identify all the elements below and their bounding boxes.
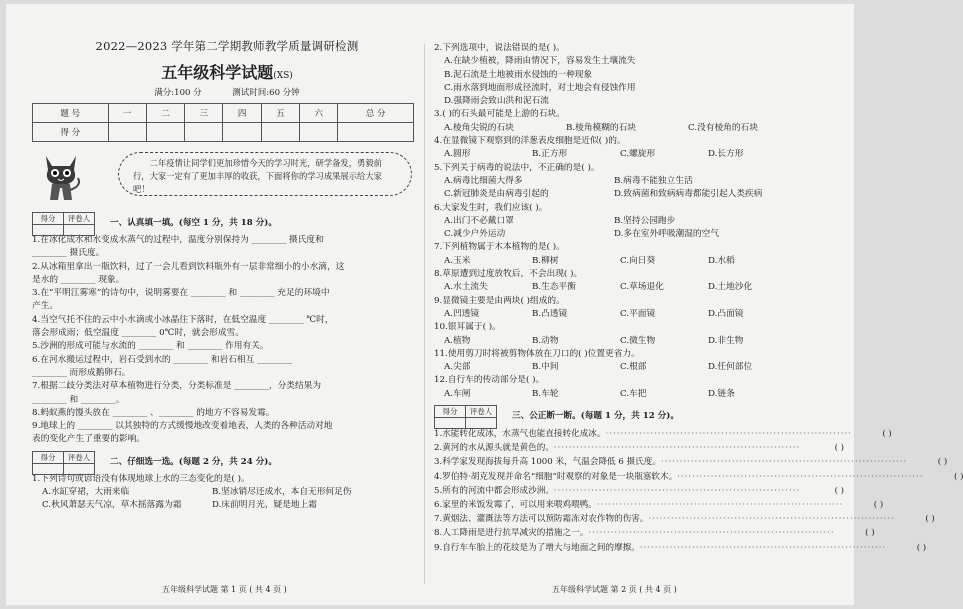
- leader-dots: ··································································: [648, 514, 895, 525]
- question-stem: 3.( )的石头最可能是上游的石块。: [434, 109, 565, 120]
- leader-dots: ··································································: [553, 443, 801, 454]
- option[interactable]: D.多在室外呼吸潮湿的空气: [614, 229, 719, 240]
- section2-title: 二、仔细选一选。(每题 2 分，共 24 分)。: [110, 456, 277, 467]
- section3-title: 三、公正断一断。(每题 1 分，共 12 分)。: [512, 411, 679, 422]
- section1-title: 一、认真填一填。(每空 1 分，共 18 分)。: [110, 218, 277, 228]
- option[interactable]: B.棱角模糊的石块: [566, 122, 636, 133]
- score-cell: 题 号: [33, 104, 109, 123]
- judge-text: 3.科学家发现海拔每升高 1000 米，气温会降低 6 摄氏度。: [434, 457, 661, 468]
- judge-text: 4.罗伯特·胡克发现并命名“细胞”时观察的对象是一块瓶塞软木。: [434, 471, 678, 482]
- judge-text: 2.黄河的水从源头就是黄色的。: [434, 443, 554, 454]
- options-row: [434, 215, 844, 228]
- options-row: [434, 95, 844, 108]
- fill-line: 3.在“平明江雾寒”的诗句中，说明雾要在 ________ 和 ________ 充足的环境中: [32, 288, 330, 299]
- fill-line: 是水的 ________ 现象。: [32, 274, 125, 285]
- score-input-cell[interactable]: [338, 123, 414, 142]
- score-cell: 五: [261, 104, 299, 123]
- option[interactable]: B.坚持公园跑步: [614, 215, 676, 226]
- options-row: [434, 308, 844, 321]
- option[interactable]: A.植物: [444, 335, 471, 346]
- score-meta: [32, 86, 422, 98]
- options-row: [32, 486, 422, 499]
- score-input-cell[interactable]: [146, 123, 184, 142]
- grader-input[interactable]: [435, 418, 466, 429]
- question-stem: 5.下列关于病毒的说法中，不正确的是( )。: [434, 162, 600, 173]
- option[interactable]: C.减少户外运动: [444, 229, 506, 240]
- question-stem: 8.草原遭到过度放牧后，不会出现( )。: [434, 269, 583, 280]
- option[interactable]: D.床前明月光，疑是地上霜: [212, 500, 317, 511]
- score-value-row: [33, 123, 414, 142]
- option[interactable]: D.致病菌和致病病毒都能引起人类疾病: [614, 189, 763, 200]
- grader-input[interactable]: [33, 225, 64, 236]
- grader-label: 评卷人: [466, 406, 497, 418]
- option[interactable]: B.动物: [532, 335, 559, 346]
- option[interactable]: A.圆形: [444, 149, 471, 160]
- options-row: [434, 188, 844, 201]
- question-stem: 7.下列植物属于木本植物的是( )。: [434, 242, 565, 253]
- page-footer-right: 五年级科学试题 第 2 页 ( 共 4 页 ): [552, 585, 677, 594]
- options-row: [434, 122, 844, 135]
- grader-box: [32, 451, 95, 475]
- judge-text: 7.黄烟法、灌溉法等方法可以预防霜冻对农作物的伤害。: [434, 514, 649, 525]
- option[interactable]: C.秋风萧瑟天气凉，草木摇落露为霜: [42, 500, 182, 511]
- question-stem: 2.下列选项中，说法错误的是( )。: [434, 43, 565, 53]
- judge-item: [434, 526, 875, 540]
- leader-dots: ··································································: [677, 471, 924, 482]
- judge-text: 9.自行车车胎上的花纹是为了增大与地面之间的摩擦。: [434, 542, 640, 553]
- section2-head: [32, 451, 422, 473]
- answer-bracket[interactable]: ( ): [925, 514, 935, 525]
- score-cell: 二: [146, 104, 184, 123]
- option[interactable]: C.螺旋形: [620, 149, 656, 160]
- judge-item: [434, 441, 844, 455]
- fill-line: 落会形成雨；低空温度 ________ 0℃时，就会形成雪。: [32, 328, 244, 339]
- options-row: [434, 55, 844, 68]
- judge-item: [434, 512, 935, 526]
- judge-item: [434, 498, 884, 512]
- option[interactable]: C.平面镜: [620, 308, 656, 319]
- leader-dots: ··································································: [660, 457, 908, 468]
- score-cell: 四: [223, 104, 261, 123]
- section2-q1: [32, 473, 422, 513]
- section2-right-questions: [434, 42, 844, 401]
- option[interactable]: B.正方形: [532, 149, 568, 160]
- option[interactable]: A.棱角尖锐的石块: [444, 122, 514, 133]
- section3-list: [434, 427, 963, 555]
- full-marks: 满分:100 分: [154, 88, 202, 98]
- answer-bracket[interactable]: ( ): [865, 528, 875, 539]
- option[interactable]: D.链条: [708, 388, 735, 399]
- section1-head: [32, 212, 422, 234]
- leader-dots: ··································································: [553, 485, 801, 496]
- fill-line: 4.当空气托不住的云中小水滴或小冰晶往下落时，在低空温度 ________ ℃时，: [32, 314, 334, 325]
- options-row: [434, 148, 844, 161]
- option[interactable]: D.凸面镜: [708, 308, 744, 319]
- score-cell: 一: [108, 104, 146, 123]
- grader-label: 得分: [33, 451, 64, 463]
- judge-text: 6.家里的米饭发霉了，可以用来喂鸡喂鸭。: [434, 500, 597, 511]
- option[interactable]: A.病毒比细菌大得多: [444, 175, 523, 186]
- score-input-cell[interactable]: [185, 123, 223, 142]
- score-cell: 总 分: [338, 104, 414, 123]
- fill-line: ________ 而形成鹅卵石。: [32, 367, 131, 378]
- leader-dots: ··································································: [588, 528, 835, 539]
- options-row: [434, 82, 844, 95]
- exam-title: [32, 60, 422, 83]
- score-header-row: [33, 104, 414, 123]
- fill-line: 1.在冰化成水和水变成水蒸气的过程中，温度分别保持为 ________ 摄氏度和: [32, 235, 324, 245]
- option[interactable]: D.非生物: [708, 335, 744, 346]
- answer-bracket[interactable]: ( ): [834, 485, 844, 496]
- score-input-cell[interactable]: [300, 123, 338, 142]
- question-stem: 4.在显微镜下观察到的洋葱表皮细胞是近似( )的。: [434, 136, 626, 147]
- option[interactable]: C.雨水落到地面形成径流时，对土地会有侵蚀作用: [444, 82, 636, 93]
- options-row: [434, 388, 844, 401]
- option[interactable]: C.向日葵: [620, 255, 656, 266]
- fill-line: 9.地球上的 ________ 以其独特的方式缓慢地改变着地表，人类的各种活动对地: [32, 421, 333, 432]
- left-page: [32, 4, 422, 605]
- grader-input[interactable]: [466, 418, 497, 429]
- option[interactable]: B.凸透镜: [532, 308, 568, 319]
- question-stem: 1.下列诗句或谚语没有体现地球上水的三态变化的是( )。: [32, 473, 250, 484]
- fill-line: 7.根据二歧分类法对草本植物进行分类，分类标准是 ________，分类结果为: [32, 381, 322, 392]
- option[interactable]: B.柳树: [532, 255, 559, 266]
- fill-line: 6.在河水搬运过程中，岩石受到水的 ________ 和岩石相互 ________: [32, 354, 292, 365]
- answer-bracket[interactable]: ( ): [954, 471, 963, 482]
- options-row: [434, 361, 844, 374]
- grader-box: [434, 405, 497, 429]
- score-input-cell[interactable]: [261, 123, 299, 142]
- option[interactable]: C.根部: [620, 362, 647, 373]
- option[interactable]: A.水土流失: [444, 282, 488, 293]
- judge-text: 5.所有的河流中都会形成沙洲。: [434, 485, 554, 496]
- grader-input[interactable]: [64, 225, 95, 236]
- exam-header: 2022—2023 学年第二学期教师教学质量调研检测: [95, 39, 359, 53]
- judge-item: [434, 470, 963, 484]
- option[interactable]: A.尖部: [444, 362, 471, 373]
- page-fold: [424, 44, 425, 584]
- options-row: [434, 281, 844, 294]
- section3-head: [434, 405, 844, 427]
- options-row: [434, 335, 844, 348]
- option[interactable]: A.凹透镜: [444, 308, 480, 319]
- fill-line: 表的变化产生了重要的影响。: [32, 434, 145, 445]
- option[interactable]: B.坚冰销尽还成水，本自无形何足伤: [212, 487, 352, 498]
- option[interactable]: D.强降雨会致山洪和泥石流: [444, 96, 549, 107]
- fill-line: 5.沙洲的形成可能与水流的 ________ 和 ________ 作用有关。: [32, 341, 269, 352]
- intro-bubble: 二年疫情让同学们更加珍惜今天的学习时光，研学备发，勇毅前行，大家一定有了更加丰厚的收获，下面将你的学习成果展示给大家吧！: [118, 152, 412, 196]
- option[interactable]: A.出门不必戴口罩: [444, 215, 514, 226]
- answer-bracket[interactable]: ( ): [916, 542, 927, 553]
- fill-line: 8.蚂蚁燕的馒头放在 ________ 、________ 的地方不容易发霉。: [32, 407, 275, 418]
- answer-bracket[interactable]: ( ): [834, 443, 844, 454]
- grader-input[interactable]: [33, 463, 64, 474]
- option[interactable]: D.水稻: [708, 255, 735, 266]
- score-cell: 六: [300, 104, 338, 123]
- option[interactable]: D.任何部位: [708, 362, 753, 373]
- judge-text: 1.水能转化成冰，水蒸气也能直接转化成冰。: [434, 429, 606, 440]
- leader-dots: ··································································: [596, 500, 844, 511]
- question-stem: 10.银耳属于( )。: [434, 322, 501, 333]
- judge-text: 8.人工降雨是进行抗旱减灾的措施之一。: [434, 528, 589, 539]
- option[interactable]: B.泥石流是土地被雨水侵蚀的一种现象: [444, 69, 593, 80]
- grader-box: [32, 212, 95, 236]
- judge-item: [434, 484, 844, 498]
- fill-line: 2.从冰箱里拿出一瓶饮料，过了一会儿看到饮料瓶外有一层非常细小的小水滴，这: [32, 261, 345, 272]
- option[interactable]: A.车闸: [444, 388, 471, 399]
- options-row: [32, 499, 422, 512]
- score-input-cell[interactable]: [108, 123, 146, 142]
- leader-dots: ··································································: [639, 542, 887, 553]
- option[interactable]: D.长方形: [708, 149, 744, 160]
- section1-questions: [32, 234, 422, 447]
- exam-sheet: [6, 4, 963, 605]
- leader-dots: ··································································: [605, 429, 852, 440]
- right-page: [434, 4, 963, 605]
- question-stem: 6.大家发生时，我们应该( )。: [434, 202, 548, 213]
- grader-label: 评卷人: [64, 213, 95, 225]
- option[interactable]: A.在缺少植被，降雨由情况下，容易发生土壤流失: [444, 56, 636, 67]
- option[interactable]: C.新冠肺炎是由病毒引起的: [444, 189, 549, 200]
- options-row: [434, 175, 844, 188]
- answer-bracket[interactable]: ( ): [873, 500, 884, 511]
- grader-label: 得分: [435, 406, 466, 418]
- grader-label: 得分: [33, 213, 64, 225]
- title-code: (XS): [273, 71, 293, 81]
- options-row: [434, 228, 844, 241]
- question-stem: 12.自行车的传动部分是( )。: [434, 375, 545, 386]
- answer-bracket[interactable]: ( ): [937, 457, 948, 468]
- answer-bracket[interactable]: ( ): [882, 429, 892, 440]
- option[interactable]: B.病毒不能独立生活: [614, 175, 693, 186]
- title-text: 五年级科学试题: [161, 63, 274, 82]
- option[interactable]: A.玉米: [444, 255, 471, 266]
- option[interactable]: B.生态平衡: [532, 282, 576, 293]
- option[interactable]: C.没有棱角的石块: [688, 122, 758, 133]
- page-footer-left: 五年级科学试题 第 1 页 ( 共 4 页 ): [162, 585, 287, 594]
- option[interactable]: B.车轮: [532, 388, 559, 399]
- judge-item: [434, 541, 927, 555]
- score-cell: 得 分: [33, 123, 109, 142]
- fill-line: ________ 和 ________。: [32, 394, 125, 405]
- option[interactable]: C.草场退化: [620, 282, 664, 293]
- fill-line: ________ 摄氏度。: [32, 248, 105, 259]
- cat-mascot-icon: [38, 150, 84, 204]
- fill-line: 产生。: [32, 301, 59, 312]
- option[interactable]: A.水缸穿裙，大雨来临: [42, 487, 130, 498]
- score-table: [32, 103, 414, 142]
- option[interactable]: D.土地沙化: [708, 282, 753, 293]
- judge-item: [434, 455, 948, 469]
- judge-item: [434, 427, 892, 441]
- grader-input[interactable]: [64, 463, 95, 474]
- intro-area: [32, 148, 422, 208]
- options-row: [434, 255, 844, 268]
- option[interactable]: C.车把: [620, 388, 647, 399]
- score-cell: 三: [185, 104, 223, 123]
- score-input-cell[interactable]: [223, 123, 261, 142]
- question-stem: 9.显微镜主要是由两块( )组成的。: [434, 295, 565, 306]
- option[interactable]: B.中间: [532, 362, 559, 373]
- options-row: [434, 69, 844, 82]
- grader-label: 评卷人: [64, 451, 95, 463]
- question-stem: 11.使用剪刀时将被剪物体放在刀口的( )位置更省力。: [434, 348, 640, 359]
- test-time: 测试时间:60 分钟: [232, 88, 300, 98]
- option[interactable]: C.微生物: [620, 335, 656, 346]
